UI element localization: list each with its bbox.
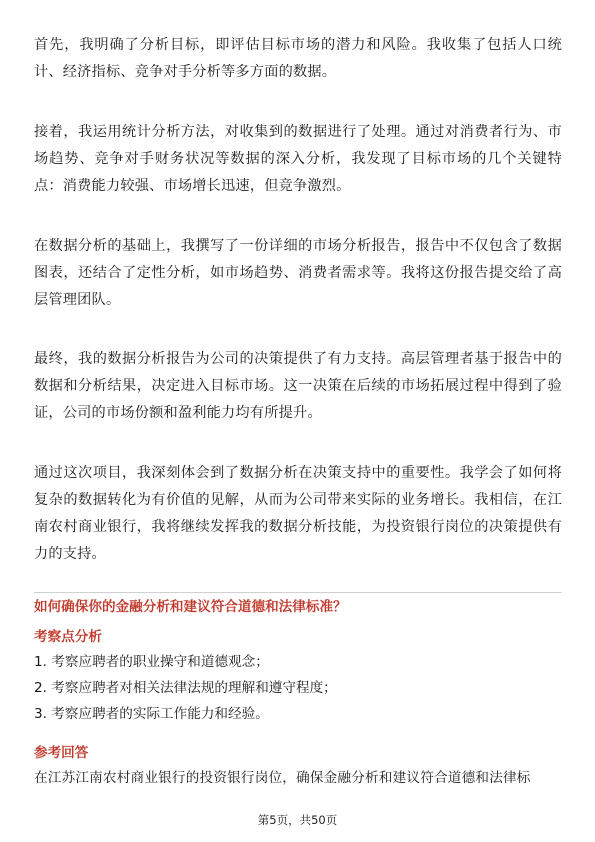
section-divider: [34, 592, 562, 593]
answer-heading: 参考回答: [34, 745, 89, 761]
list-item: 3. 考察应聘者的实际工作能力和经验。: [34, 706, 269, 722]
list-item: 2. 考察应聘者对相关法律法规的理解和遵守程度；: [34, 680, 337, 696]
paragraph-1: 首先，我明确了分析目标，即评估目标市场的潜力和风险。我收集了包括人口统计、经济指标、竞争对手分析等多方面的数据。: [34, 37, 562, 80]
question-title: 如何确保你的金融分析和建议符合道德和法律标准？: [34, 599, 347, 615]
paragraph-2: 接着，我运用统计分析方法，对收集到的数据进行了处理。通过对消费者行为、市场趋势、竞争对手财务状况等数据的深入分析，我发现了目标市场的几个关键特点：消费能力较强、市场增长迅速，但竞争激烈。: [34, 124, 562, 194]
paragraph-5: 通过这次项目，我深刻体会到了数据分析在决策支持中的重要性。我学会了如何将复杂的数据转化为有价值的见解，从而为公司带来实际的业务增长。我相信，在江南农村商业银行，我将继续发挥我的数据分析技能，为投资银行岗位的决策提供有力的支持。: [34, 465, 562, 562]
page-number: 第5页，共50页: [257, 813, 338, 827]
paragraph-3: 在数据分析的基础上，我撰写了一份详细的市场分析报告，报告中不仅包含了数据图表，还结合了定性分析，如市场趋势、消费者需求等。我将这份报告提交给了高层管理团队。: [34, 238, 562, 308]
analysis-points: [34, 649, 562, 727]
answer-text: 在江苏江南农村商业银行的投资银行岗位，确保金融分析和建议符合道德和法律标: [34, 770, 531, 786]
list-item: 1. 考察应聘者的职业操守和道德观念；: [34, 654, 269, 670]
analysis-heading: 考察点分析: [34, 629, 102, 645]
paragraph-4: 最终，我的数据分析报告为公司的决策提供了有力支持。高层管理者基于报告中的数据和分析结果，决定进入目标市场。这一决策在后续的市场拓展过程中得到了验证，公司的市场份额和盈利能力均有所提升。: [34, 351, 562, 421]
